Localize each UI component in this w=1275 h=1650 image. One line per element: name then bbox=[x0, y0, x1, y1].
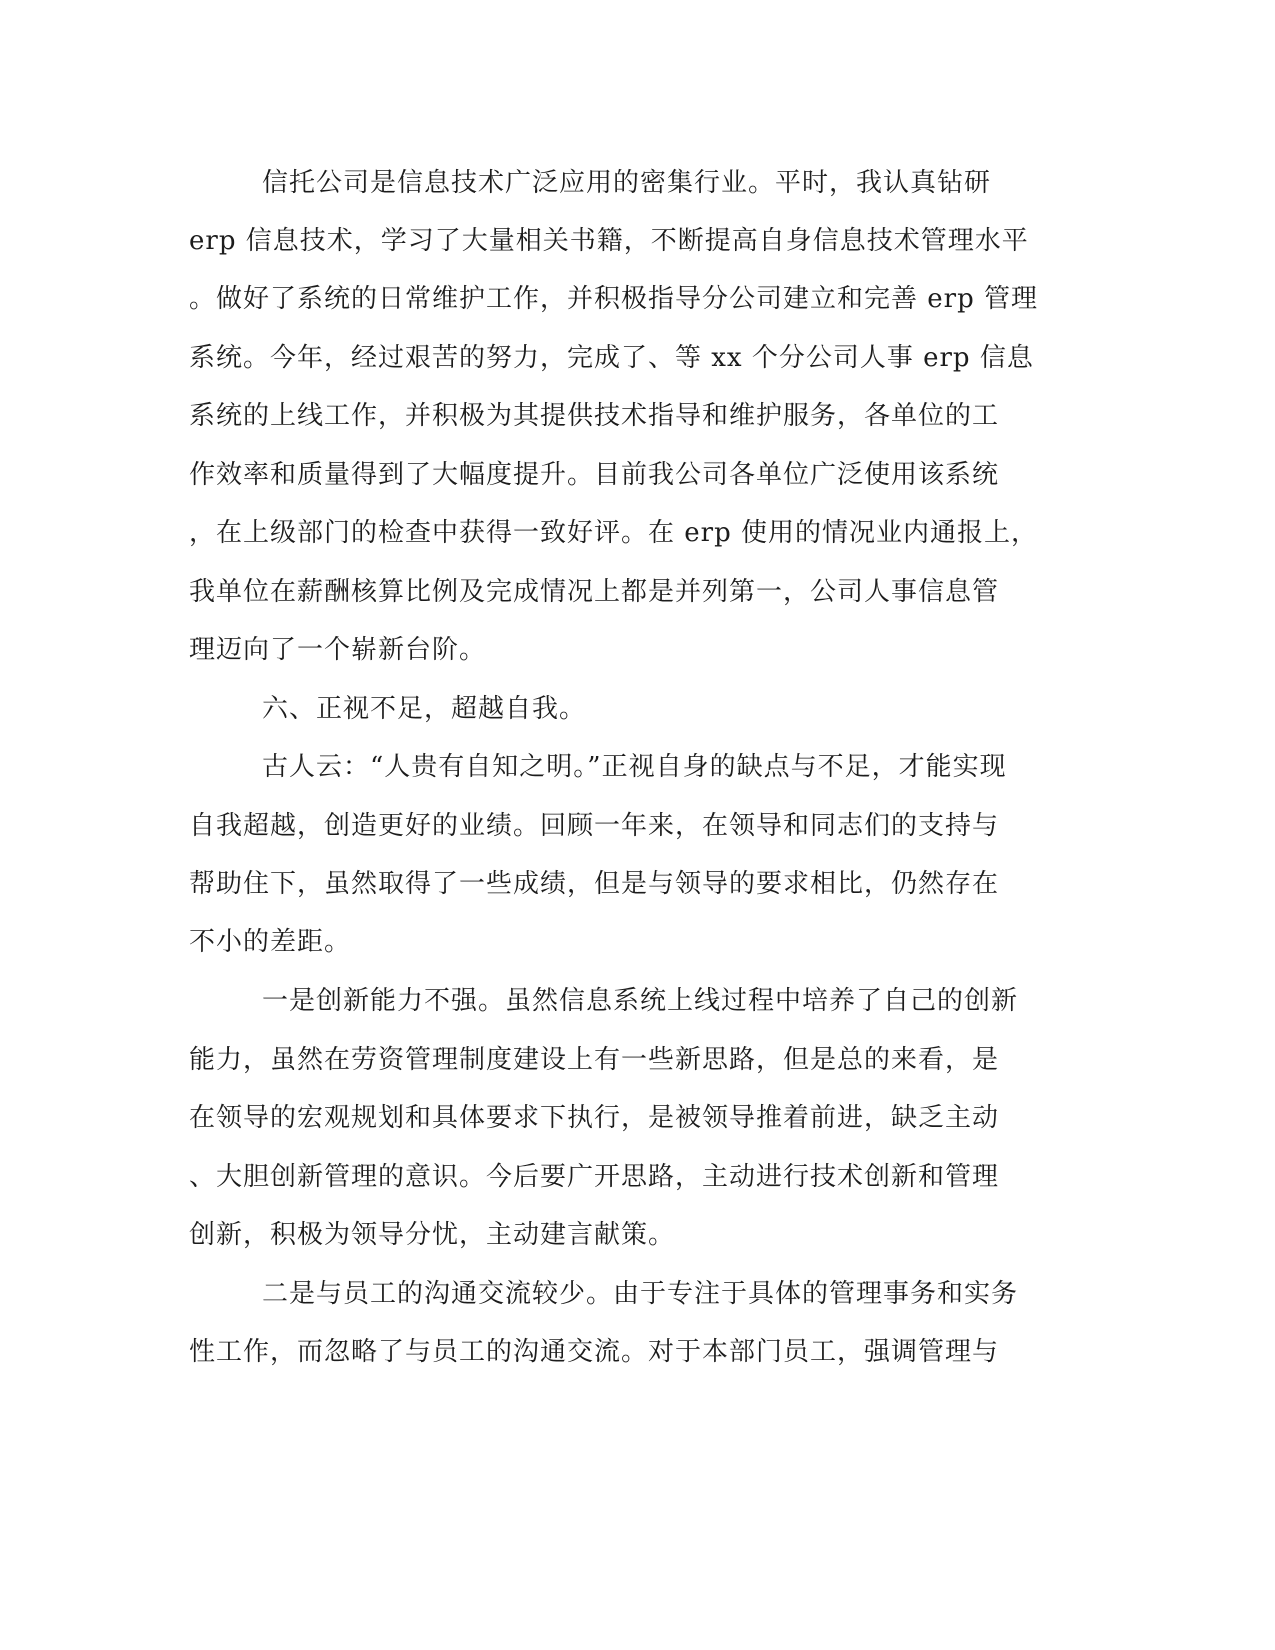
text-line: 系统。今年，经过艰苦的努力，完成了、等 xx 个分公司人事 erp 信息 bbox=[189, 343, 1034, 373]
text-line: 创新，积极为领导分忧，主动建言献策。 bbox=[189, 1220, 676, 1250]
text-line: 二是与员工的沟通交流较少。由于专注于具体的管理事务和实务 bbox=[262, 1279, 1019, 1309]
text-line: 我单位在薪酬核算比例及完成情况上都是并列第一，公司人事信息管 bbox=[189, 577, 1000, 607]
text-line: erp 信息技术，学习了大量相关书籍，不断提高自身信息技术管理水平 bbox=[189, 226, 1029, 256]
text-line: 自我超越，创造更好的业绩。回顾一年来，在领导和同志们的支持与 bbox=[189, 811, 1000, 841]
text-line: 。做好了系统的日常维护工作，并积极指导分公司建立和完善 erp 管理 bbox=[189, 284, 1038, 314]
text-line: 在领导的宏观规划和具体要求下执行，是被领导推着前进，缺乏主动 bbox=[189, 1103, 1000, 1133]
text-line: 不小的差距。 bbox=[189, 927, 352, 957]
text-line: 理迈向了一个崭新台阶。 bbox=[189, 635, 487, 665]
text-line: 作效率和质量得到了大幅度提升。目前我公司各单位广泛使用该系统 bbox=[189, 460, 1000, 490]
text-line: 信托公司是信息技术广泛应用的密集行业。平时，我认真钻研 bbox=[262, 168, 992, 198]
text-line: 、大胆创新管理的意识。今后要广开思路，主动进行技术创新和管理 bbox=[189, 1162, 1000, 1192]
text-line: 一是创新能力不强。虽然信息系统上线过程中培养了自己的创新 bbox=[262, 986, 1019, 1016]
section-heading: 六、正视不足，超越自我。 bbox=[262, 694, 587, 724]
text-line: 能力，虽然在劳资管理制度建设上有一些新思路，但是总的来看，是 bbox=[189, 1045, 1000, 1075]
text-line: 帮助住下，虽然取得了一些成绩，但是与领导的要求相比，仍然存在 bbox=[189, 869, 1000, 899]
text-line: 古人云：“人贵有自知之明。”正视自身的缺点与不足，才能实现 bbox=[262, 752, 1007, 782]
text-line: 性工作，而忽略了与员工的沟通交流。对于本部门员工，强调管理与 bbox=[189, 1337, 1000, 1367]
text-line: ，在上级部门的检查中获得一致好评。在 erp 使用的情况业内通报上， bbox=[189, 518, 1038, 548]
text-line: 系统的上线工作，并积极为其提供技术指导和维护服务，各单位的工 bbox=[189, 401, 1000, 431]
